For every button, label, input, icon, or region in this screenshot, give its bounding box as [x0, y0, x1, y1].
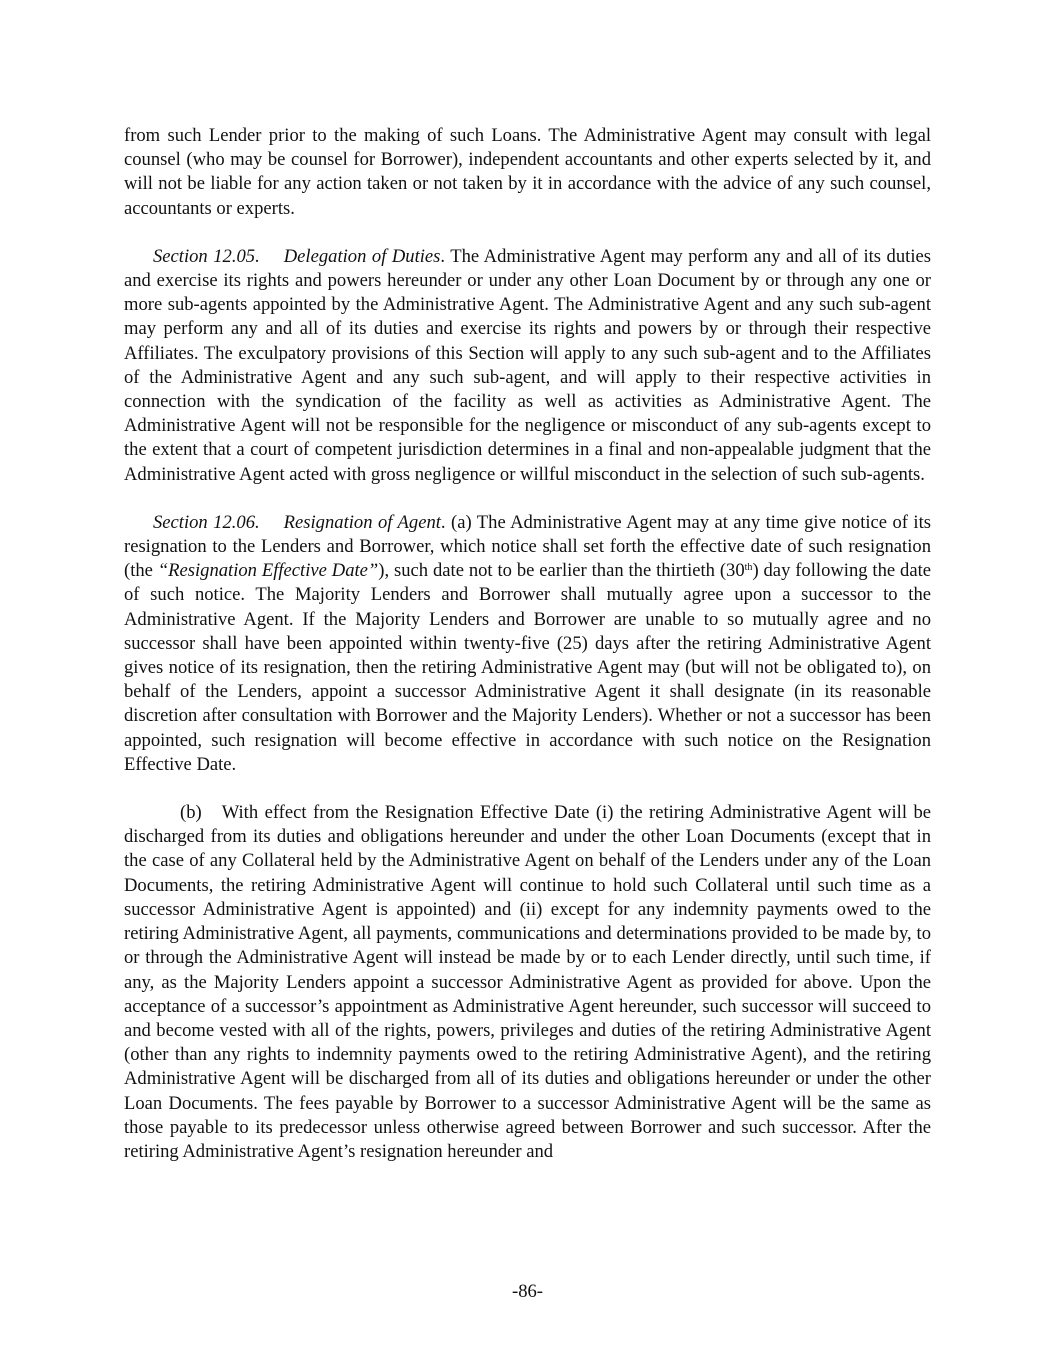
section-12-06-body-a: (a) The Administrative Agent may at any time give notice of its resignation to the Lenders and Borrower, which notice shall set forth the effective date of such resignation (the	[124, 511, 931, 582]
document-page	[124, 124, 931, 1188]
defined-term-resignation-effective-date: “Resignation Effective Date”	[157, 560, 379, 582]
section-12-06-paragraph: Section 12.06. Resignation of Agent. (a) The Administrative Agent may at any time give notice of its resignation to the Lenders and Borrower, which notice shall set forth the effective date of such resignation (the “Resignation Effective Date”), such date not to be earlier than the thirtieth (30th) day following the date of such notice. The Majority Lenders and Borrower shall mutually agree upon a successor to the Administrative Agent. If the Majority Lenders and Borrower are unable to so mutually agree and no successor shall have been appointed within twenty-five (25) days after the retiring Administrative Agent gives notice of its resignation, then the retiring Administrative Agent may (but will not be obligated to), on behalf of the Lenders, appoint a successor Administrative Agent it shall designate (in its reasonable discretion after consultation with Borrower and the Majority Lenders). Whether or not a successor has been appointed, such resignation will become effective in accordance with such notice on the Resignation Effective Date.	[124, 511, 932, 775]
section-12-06-number: Section 12.06.	[153, 511, 260, 533]
section-12-06-body-c: ) day following the date of such notice. The Majority Lenders and Borrower shall mutually agree upon a successor to the Administrative Agent. If the Majority Lenders and Borrower are unable to so mutually agree and no successor shall have been appointed within twenty-five (25) days after the retiring Administrative Agent gives notice of its resignation, then the retiring Administrative Agent may (but will not be obligated to), on behalf of the Lenders, appoint a successor Administrative Agent it shall designate (in its reasonable discretion after consultation with Borrower and the Majority Lenders). Whether or not a successor has been appointed, such resignation will become effective in accordance with such notice on the Resignation Effective Date.	[124, 560, 932, 775]
page-number: -86-	[512, 1281, 543, 1302]
section-12-05-title: Delegation of Duties	[283, 245, 441, 267]
section-12-05-paragraph: Section 12.05. Delegation of Duties. The Administrative Agent may perform any and all of its duties and exercise its rights and powers hereunder or under any other Loan Document by or through any one or more sub-agents appointed by the Administrative Agent. The Administrative Agent and any such sub-agent may perform any and all of its duties and exercise its rights and powers by or through their respective Affiliates. The exculpatory provisions of this Section will apply to any such sub-agent and to the Affiliates of the Administrative Agent and any such sub-agent, and will apply to their respective activities in connection with the syndication of the facility as well as activities as Administrative Agent. The Administrative Agent will not be responsible for the negligence or misconduct of any sub-agents except to the extent that a court of competent jurisdiction determines in a final and non-appealable judgment that the Administrative Agent acted with gross negligence or willful misconduct in the selection of such sub-agents.	[124, 245, 931, 485]
section-12-05-body: The Administrative Agent may perform any and all of its duties and exercise its rights and powers hereunder or under any other Loan Document by or through any one or more sub-agents appointed by the Administrative Agent. The Administrative Agent and any such sub-agent may perform any and all of its duties and exercise its rights and powers by or through their respective Affiliates. The exculpatory provisions of this Section will apply to any such sub-agent and to the Affiliates of the Administrative Agent and any such sub-agent, and will apply to their respective activities in connection with the syndication of the facility as well as activities as Administrative Agent. The Administrative Agent will not be responsible for the negligence or misconduct of any sub-agents except to the extent that a court of competent jurisdiction determines in a final and non-appealable judgment that the Administrative Agent acted with gross negligence or willful misconduct in the selection of such sub-agents.	[124, 245, 931, 485]
section-12-06-body-b: ), such date not to be earlier than the thirtieth (30	[378, 560, 745, 582]
paragraph-continuation: from such Lender prior to the making of such Loans. The Administrative Agent may consult with legal counsel (who may be counsel for Borrower), independent accountants and other experts selected by it, and will not be liable for any action taken or not taken by it in accordance with the advice of any such counsel, accountants or experts.	[124, 125, 931, 219]
subparagraph-b	[124, 801, 931, 1164]
ordinal-superscript: th	[744, 562, 753, 574]
section-12-05-number: Section 12.05.	[153, 245, 260, 267]
section-12-06-title: Resignation of Agent	[283, 511, 441, 533]
subparagraph-b-label: (b)	[180, 802, 202, 824]
subparagraph-b-body: With effect from the Resignation Effective Date (i) the retiring Administrative Agent will be discharged from its duties and obligations hereunder and under the other Loan Documents (except that in the case of any Collateral held by the Administrative Agent on behalf of the Lenders under any of the Loan Documents, the retiring Administrative Agent will continue to hold such Collateral until such time as a successor Administrative Agent is appointed) and (ii) except for any indemnity payments owed to the retiring Administrative Agent, all payments, communications and determinations provided to be made by, to or through the Administrative Agent will instead be made by or to each Lender directly, until such time, if any, as the Majority Lenders appoint a successor Administrative Agent as provided for above. Upon the acceptance of a successor’s appointment as Administrative Agent hereunder, such successor will succeed to and become vested with all of the rights, powers, privileges and duties of the retiring Administrative Agent (other than any rights to indemnity payments owed to the retiring Administrative Agent), and the retiring Administrative Agent will be discharged from all of its duties and obligations hereunder or under the other Loan Documents. The fees payable by Borrower to a successor Administrative Agent will be the same as those payable to its predecessor unless otherwise agreed between Borrower and such successor. After the retiring Administrative Agent’s resignation hereunder and	[124, 802, 931, 1162]
